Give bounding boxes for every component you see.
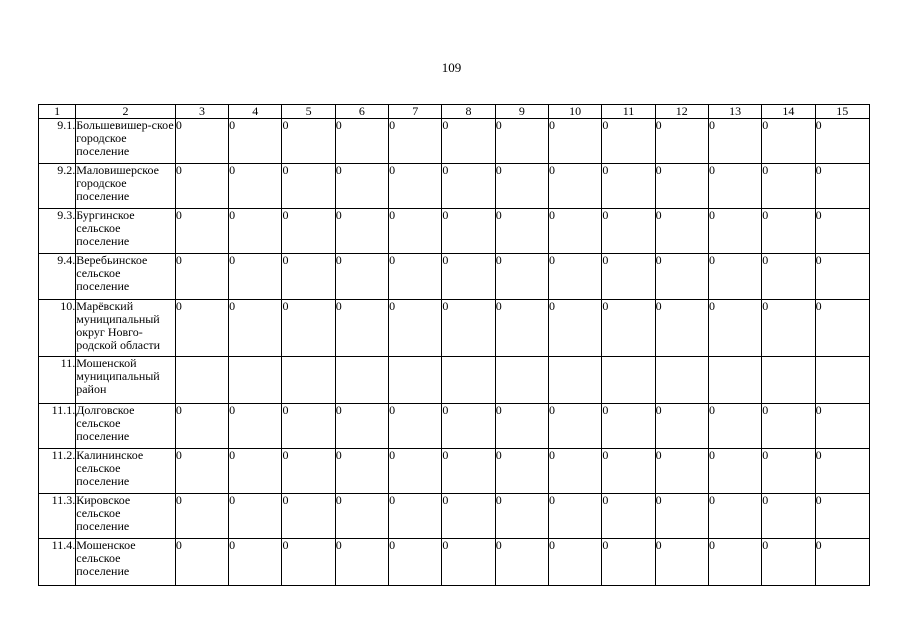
value-cell: 0: [175, 539, 228, 586]
value-cell: 0: [335, 300, 388, 357]
table-row: [39, 357, 870, 404]
value-cell: 0: [229, 404, 282, 449]
value-cell: 0: [815, 209, 869, 254]
value-cell: 0: [442, 494, 495, 539]
value-cell: 0: [175, 209, 228, 254]
value-cell: 0: [389, 164, 442, 209]
value-cell: 0: [602, 404, 655, 449]
row-number-cell: 10.: [39, 300, 76, 357]
value-cell: 0: [602, 300, 655, 357]
value-cell: 0: [229, 119, 282, 164]
value-cell: 0: [442, 164, 495, 209]
value-cell: 0: [762, 539, 815, 586]
value-cell: 0: [549, 164, 602, 209]
value-cell: 0: [655, 164, 708, 209]
value-cell: 0: [549, 119, 602, 164]
table-row: [39, 254, 870, 300]
value-cell: 0: [762, 404, 815, 449]
value-cell: 0: [389, 539, 442, 586]
value-cell: [708, 357, 761, 404]
table-row: [39, 449, 870, 494]
value-cell: [229, 357, 282, 404]
value-cell: 0: [495, 404, 548, 449]
value-cell: 0: [762, 254, 815, 300]
value-cell: 0: [389, 404, 442, 449]
value-cell: 0: [762, 300, 815, 357]
value-cell: 0: [708, 494, 761, 539]
value-cell: 0: [335, 449, 388, 494]
value-cell: 0: [229, 494, 282, 539]
column-header: 13: [708, 105, 761, 119]
value-cell: 0: [442, 119, 495, 164]
value-cell: 0: [495, 300, 548, 357]
value-cell: 0: [655, 494, 708, 539]
value-cell: 0: [175, 494, 228, 539]
value-cell: 0: [708, 209, 761, 254]
value-cell: 0: [655, 119, 708, 164]
value-cell: 0: [282, 539, 335, 586]
value-cell: 0: [282, 164, 335, 209]
value-cell: [442, 357, 495, 404]
value-cell: 0: [442, 539, 495, 586]
value-cell: [175, 357, 228, 404]
header-row: [39, 105, 870, 119]
row-number-cell: 9.3.: [39, 209, 76, 254]
value-cell: 0: [815, 164, 869, 209]
value-cell: 0: [708, 539, 761, 586]
value-cell: 0: [495, 494, 548, 539]
value-cell: 0: [655, 254, 708, 300]
value-cell: 0: [549, 539, 602, 586]
municipality-name-cell: Бургинское сельское поселение: [76, 209, 176, 254]
column-header: 4: [229, 105, 282, 119]
value-cell: 0: [655, 209, 708, 254]
value-cell: 0: [655, 449, 708, 494]
row-number-cell: 9.2.: [39, 164, 76, 209]
value-cell: 0: [602, 254, 655, 300]
value-cell: 0: [229, 449, 282, 494]
value-cell: 0: [708, 164, 761, 209]
value-cell: 0: [389, 494, 442, 539]
value-cell: 0: [282, 119, 335, 164]
row-number-cell: 11.4.: [39, 539, 76, 586]
value-cell: 0: [229, 209, 282, 254]
value-cell: 0: [708, 404, 761, 449]
value-cell: 0: [335, 494, 388, 539]
value-cell: 0: [175, 164, 228, 209]
value-cell: [762, 357, 815, 404]
value-cell: 0: [495, 209, 548, 254]
table-row: [39, 119, 870, 164]
value-cell: 0: [282, 449, 335, 494]
value-cell: 0: [335, 539, 388, 586]
row-number-cell: 11.1.: [39, 404, 76, 449]
value-cell: 0: [815, 300, 869, 357]
value-cell: 0: [655, 539, 708, 586]
value-cell: 0: [175, 254, 228, 300]
page-number: 109: [441, 60, 462, 75]
value-cell: [495, 357, 548, 404]
value-cell: 0: [549, 209, 602, 254]
municipality-name-cell: Веребьинское сельское поселение: [76, 254, 176, 300]
value-cell: 0: [229, 300, 282, 357]
value-cell: 0: [602, 449, 655, 494]
value-cell: 0: [815, 539, 869, 586]
value-cell: 0: [175, 404, 228, 449]
table-row: [39, 494, 870, 539]
value-cell: 0: [762, 494, 815, 539]
value-cell: 0: [602, 494, 655, 539]
value-cell: 0: [602, 209, 655, 254]
value-cell: 0: [708, 254, 761, 300]
column-header: 6: [335, 105, 388, 119]
value-cell: 0: [762, 164, 815, 209]
value-cell: 0: [549, 300, 602, 357]
value-cell: 0: [389, 449, 442, 494]
value-cell: 0: [282, 404, 335, 449]
value-cell: 0: [655, 404, 708, 449]
value-cell: 0: [175, 119, 228, 164]
value-cell: 0: [708, 119, 761, 164]
column-header: 2: [76, 105, 176, 119]
value-cell: 0: [762, 209, 815, 254]
value-cell: 0: [335, 164, 388, 209]
value-cell: 0: [549, 254, 602, 300]
value-cell: 0: [549, 449, 602, 494]
value-cell: 0: [815, 494, 869, 539]
value-cell: 0: [708, 449, 761, 494]
value-cell: 0: [282, 494, 335, 539]
value-cell: [389, 357, 442, 404]
value-cell: 0: [549, 494, 602, 539]
value-cell: [549, 357, 602, 404]
value-cell: 0: [762, 449, 815, 494]
value-cell: 0: [655, 300, 708, 357]
value-cell: 0: [389, 209, 442, 254]
column-header: 10: [549, 105, 602, 119]
value-cell: 0: [602, 539, 655, 586]
column-header: 9: [495, 105, 548, 119]
table-row: [39, 164, 870, 209]
value-cell: 0: [549, 404, 602, 449]
value-cell: 0: [815, 404, 869, 449]
value-cell: 0: [335, 404, 388, 449]
value-cell: 0: [495, 539, 548, 586]
table-row: [39, 539, 870, 586]
municipality-name-cell: Калининское сельское поселение: [76, 449, 176, 494]
row-number-cell: 9.4.: [39, 254, 76, 300]
value-cell: [335, 357, 388, 404]
value-cell: [282, 357, 335, 404]
column-header: 7: [389, 105, 442, 119]
value-cell: 0: [442, 300, 495, 357]
column-header: 5: [282, 105, 335, 119]
value-cell: 0: [229, 164, 282, 209]
municipality-name-cell: Мошенское сельское поселение: [76, 539, 176, 586]
municipality-name-cell: Кировское сельское поселение: [76, 494, 176, 539]
municipality-name-cell: Марёвский муниципальный округ Новго-родской области: [76, 300, 176, 357]
value-cell: 0: [282, 254, 335, 300]
value-cell: 0: [815, 254, 869, 300]
value-cell: 0: [389, 254, 442, 300]
table-row: [39, 404, 870, 449]
value-cell: 0: [495, 119, 548, 164]
value-cell: 0: [389, 119, 442, 164]
value-cell: 0: [442, 404, 495, 449]
municipality-name-cell: Большевишер-ское городское поселение: [76, 119, 176, 164]
value-cell: 0: [175, 300, 228, 357]
value-cell: 0: [335, 119, 388, 164]
value-cell: 0: [495, 449, 548, 494]
value-cell: 0: [442, 254, 495, 300]
column-header: 11: [602, 105, 655, 119]
municipality-name-cell: Долговское сельское поселение: [76, 404, 176, 449]
value-cell: [602, 357, 655, 404]
value-cell: 0: [229, 539, 282, 586]
value-cell: 0: [442, 209, 495, 254]
value-cell: 0: [495, 254, 548, 300]
row-number-cell: 11.: [39, 357, 76, 404]
row-number-cell: 11.2.: [39, 449, 76, 494]
value-cell: 0: [175, 449, 228, 494]
value-cell: 0: [495, 164, 548, 209]
table-row: [39, 300, 870, 357]
value-cell: 0: [815, 449, 869, 494]
value-cell: 0: [762, 119, 815, 164]
value-cell: [815, 357, 869, 404]
value-cell: 0: [815, 119, 869, 164]
value-cell: 0: [282, 300, 335, 357]
value-cell: [655, 357, 708, 404]
column-header: 12: [655, 105, 708, 119]
column-header: 1: [39, 105, 76, 119]
column-header: 8: [442, 105, 495, 119]
data-table: [38, 104, 870, 586]
municipality-name-cell: Маловишерское городское поселение: [76, 164, 176, 209]
value-cell: 0: [708, 300, 761, 357]
table-row: [39, 209, 870, 254]
value-cell: 0: [602, 164, 655, 209]
row-number-cell: 9.1.: [39, 119, 76, 164]
column-header: 3: [175, 105, 228, 119]
municipality-name-cell: Мошенской муниципальный район: [76, 357, 176, 404]
value-cell: 0: [335, 209, 388, 254]
value-cell: 0: [602, 119, 655, 164]
value-cell: 0: [335, 254, 388, 300]
value-cell: 0: [389, 300, 442, 357]
row-number-cell: 11.3.: [39, 494, 76, 539]
value-cell: 0: [442, 449, 495, 494]
column-header: 15: [815, 105, 869, 119]
column-header: 14: [762, 105, 815, 119]
value-cell: 0: [282, 209, 335, 254]
value-cell: 0: [229, 254, 282, 300]
